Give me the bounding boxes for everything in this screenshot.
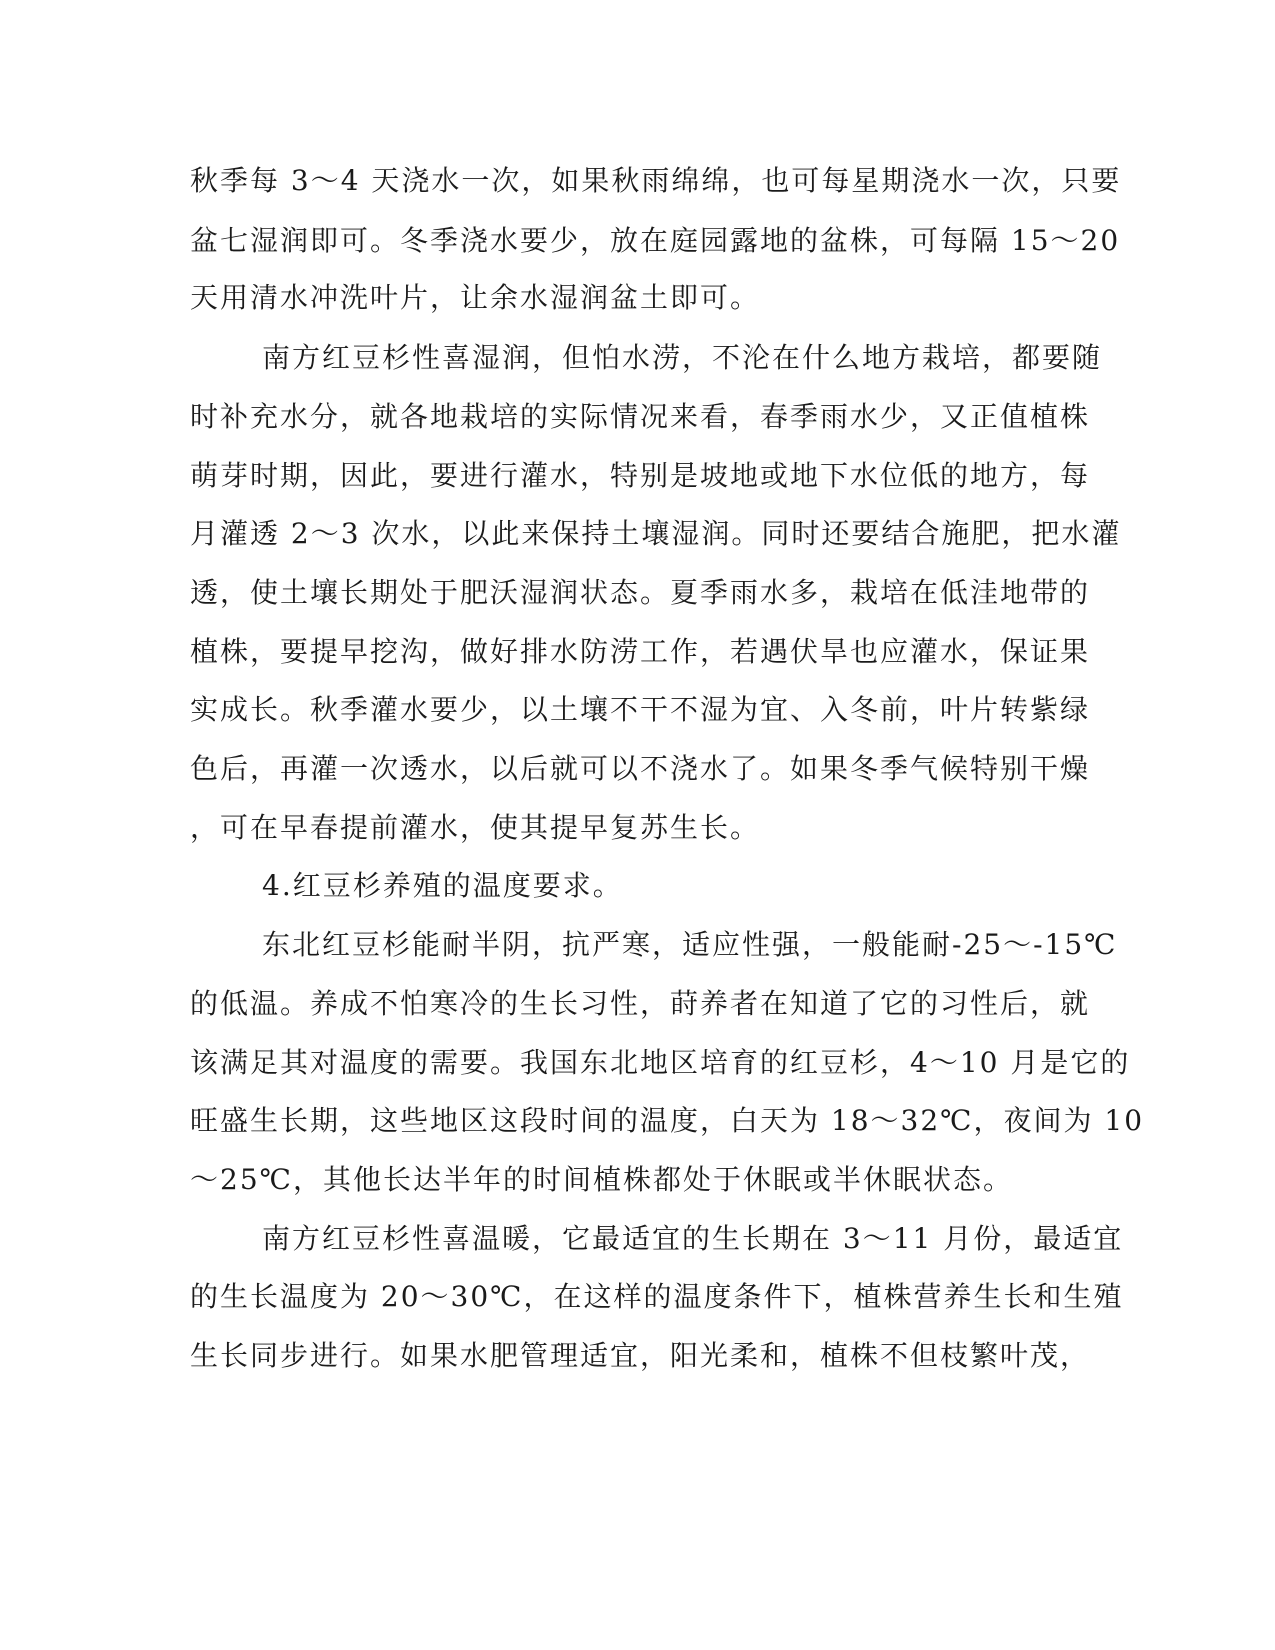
text-line-8: 透，使土壤长期处于肥沃湿润状态。夏季雨水多，栽培在低洼地带的 <box>190 576 1091 609</box>
text-line-10: 实成长。秋季灌水要少，以土壤不干不湿为宜、入冬前，叶片转紫绿 <box>190 693 1091 726</box>
text-line-20: 的生长温度为 20～30℃，在这样的温度条件下，植株营养生长和生殖 <box>190 1280 1124 1313</box>
text-line-9: 植株，要提早挖沟，做好排水防涝工作，若遇伏旱也应灌水，保证果 <box>190 635 1091 668</box>
text-line-15: 的低温。养成不怕寒冷的生长习性，莳养者在知道了它的习性后，就 <box>190 987 1091 1020</box>
text-line-21: 生长同步进行。如果水肥管理适宜，阳光柔和，植株不但枝繁叶茂， <box>190 1339 1091 1372</box>
text-line-6: 萌芽时期，因此，要进行灌水，特别是坡地或地下水位低的地方，每 <box>190 459 1091 492</box>
text-line-18: ～25℃，其他长达半年的时间植株都处于休眠或半休眠状态。 <box>190 1163 1013 1196</box>
text-line-14: 东北红豆杉能耐半阴，抗严寒，适应性强，一般能耐-25～-15℃ <box>262 928 1118 961</box>
text-line-3: 天用清水冲洗叶片，让余水湿润盆土即可。 <box>190 281 761 314</box>
text-line-7: 月灌透 2～3 次水，以此来保持土壤湿润。同时还要结合施肥，把水灌 <box>190 517 1122 550</box>
text-line-11: 色后，再灌一次透水，以后就可以不浇水了。如果冬季气候特别干燥 <box>190 752 1091 785</box>
text-line-16: 该满足其对温度的需要。我国东北地区培育的红豆杉，4～10 月是它的 <box>190 1046 1131 1079</box>
text-line-2: 盆七湿润即可。冬季浇水要少，放在庭园露地的盆株，可每隔 15～20 <box>190 224 1121 257</box>
text-line-17: 旺盛生长期，这些地区这段时间的温度，白天为 18～32℃，夜间为 10 <box>190 1104 1145 1137</box>
text-line-5: 时补充水分，就各地栽培的实际情况来看，春季雨水少，又正值植株 <box>190 400 1091 433</box>
text-line-12: ，可在早春提前灌水，使其提早复苏生长。 <box>190 811 761 844</box>
section-heading: 4.红豆杉养殖的温度要求。 <box>262 869 623 902</box>
text-line-1: 秋季每 3～4 天浇水一次，如果秋雨绵绵，也可每星期浇水一次，只要 <box>190 164 1122 197</box>
text-line-19: 南方红豆杉性喜温暖，它最适宜的生长期在 3～11 月份，最适宜 <box>262 1222 1124 1255</box>
text-line-4: 南方红豆杉性喜湿润，但怕水涝，不沦在什么地方栽培，都要随 <box>262 341 1103 374</box>
